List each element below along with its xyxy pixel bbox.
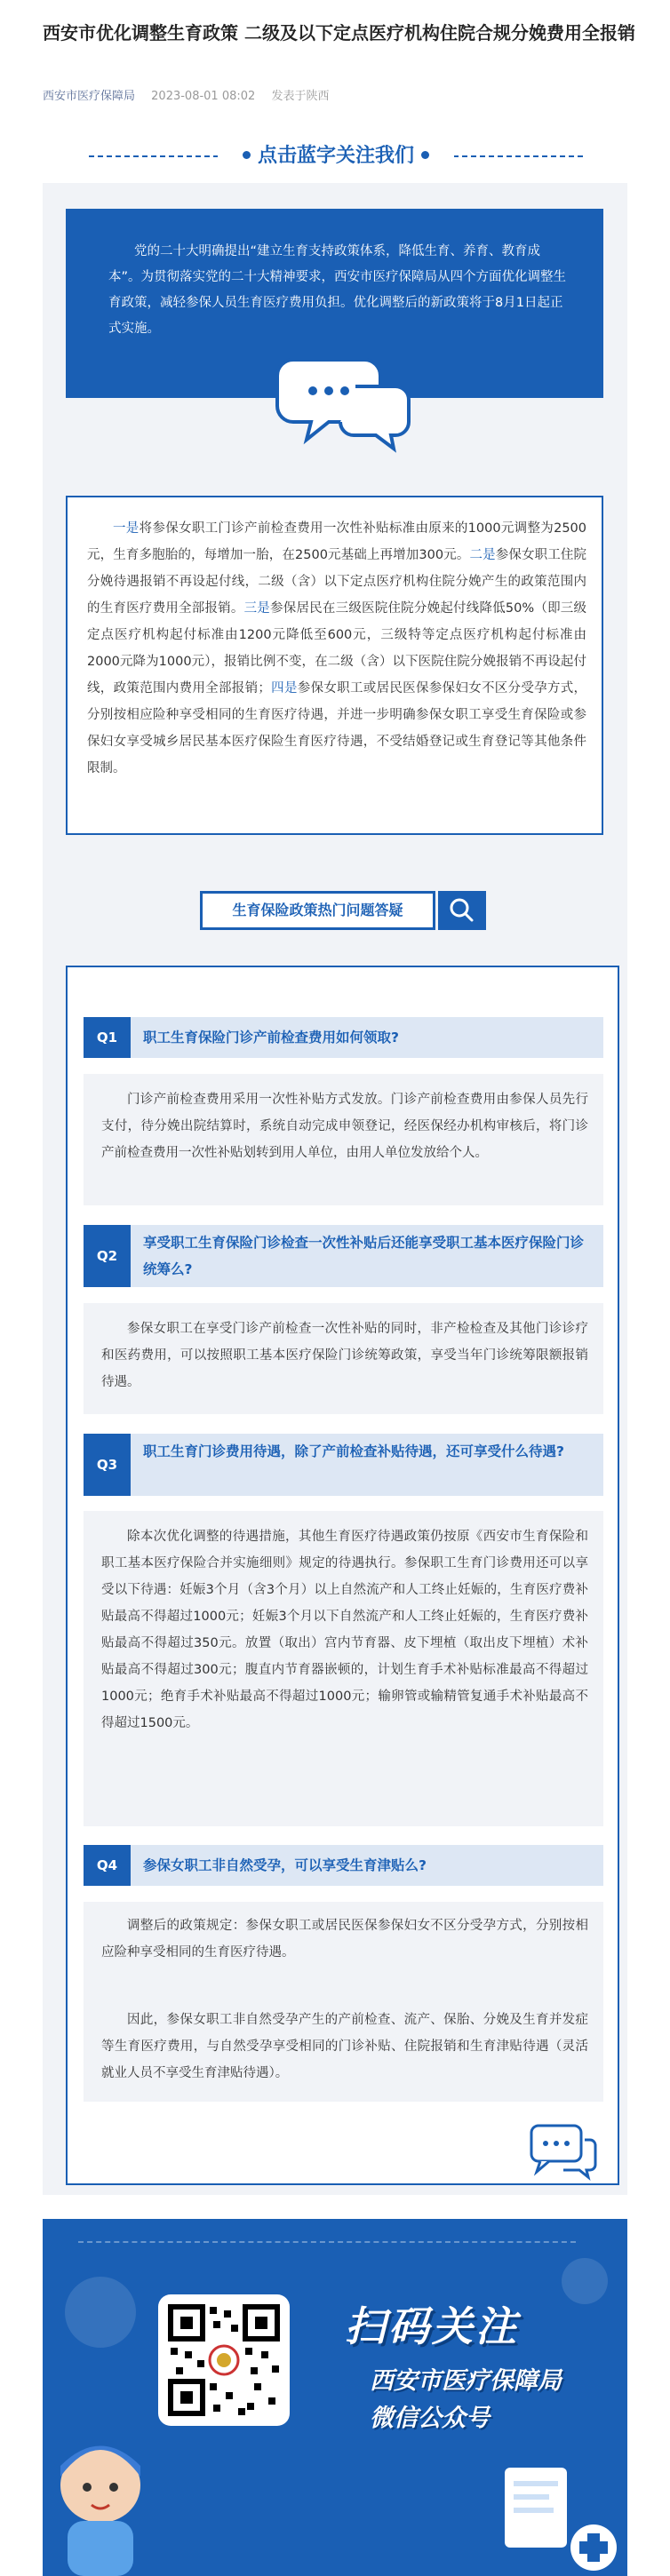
org-name: 西安市医疗保障局 bbox=[370, 2367, 562, 2395]
policy-item-3: 参保居民在三级医院住院分娩起付线降低50%（即三级定点医疗机构起付标准由1200元降低至600元，三级特等定点医疗机构起付标准由2000元降为1000元），报销比例不变，在二级（含）以下医院住院分娩报销不再设起付线，政策范围内费用全部报销； bbox=[87, 601, 587, 696]
question-text: 职工生育保险门诊产前检查费用如何领取? bbox=[143, 1030, 399, 1046]
question-text: 享受职工生育保险门诊检查一次性补贴后还能享受职工基本医疗保险门诊统筹么? bbox=[143, 1235, 585, 1277]
answer-text: 参保女职工在享受门诊产前检查一次性补贴的同时，非产检检查及其他门诊诊疗和医药费用，可以按照职工基本医疗保险门诊统筹政策，享受当年门诊统筹限额报销待遇。 bbox=[101, 1322, 588, 1389]
qr-code-icon bbox=[158, 2294, 290, 2426]
chat-icon bbox=[528, 2122, 599, 2181]
policy-item-4: 参保女职工或居民医保参保妇女不区分受孕方式，分别按相应险种享受相同的生育医疗待遇，并进一步明确参保女职工享受生育保险或参保妇女享受城乡居民基本医疗保险生育医疗待遇，不受结婚登记或生育登记等其他条件限制。 bbox=[87, 681, 587, 775]
question-tag: Q4 bbox=[84, 1845, 131, 1886]
policy-item-1: 将参保女职工门诊产前检查费用一次性补贴标准由原来的1000元调整为2500元，生育多胞胎的，每增加一胎，在2500元基础上再增加300元。 bbox=[87, 521, 586, 562]
faq-answer bbox=[84, 1074, 603, 1205]
dot-icon bbox=[243, 151, 251, 159]
answer-text: 除本次优化调整的待遇措施，其他生育医疗待遇政策仍按原《西安市生育保险和职工基本医疗保险合并实施细则》规定的待遇执行。参保职工生育门诊费用还可以享受以下待遇：妊娠3个月（含3个月）以上自然流产和人工终止妊娠的，生育医疗费补贴最高不得超过1000元；妊娠3个月以下自然流产和人工终止妊娠的，生育医疗费补贴最高不得超过350元。放置（取出）宫内节育器、皮下埋植（取出皮下埋植）术补贴最高不得超过300元；腹直内节育器嵌顿的，计划生育手术补贴标准最高不得超过1000元；绝育手术补贴最高不得超过1000元；输卵管或输精管复通手术补贴最高不得超过1500元。 bbox=[101, 1530, 588, 1730]
policy-text bbox=[87, 515, 586, 782]
article-title: 西安市优化调整生育政策 二级及以下定点医疗机构住院合规分娩费用全报销 bbox=[43, 22, 635, 44]
chat-bubble-icon bbox=[275, 351, 418, 457]
policy-box bbox=[66, 496, 603, 835]
dot-icon bbox=[421, 151, 429, 159]
faq-question bbox=[84, 1017, 603, 1058]
question-text: 参保女职工非自然受孕，可以享受生育津贴么? bbox=[143, 1857, 427, 1873]
article-source-link[interactable]: 西安市医疗保障局 bbox=[43, 90, 136, 103]
follow-text: 点击蓝字关注我们 bbox=[257, 145, 414, 167]
medical-scene-icon bbox=[487, 2459, 620, 2576]
faq-header-label: 生育保险政策热门问题答疑 bbox=[200, 891, 435, 930]
faq-answer bbox=[84, 1511, 603, 1826]
follow-banner[interactable] bbox=[89, 143, 583, 170]
question-tag: Q1 bbox=[84, 1017, 131, 1058]
question-text: 职工生育门诊费用待遇，除了产前检查补贴待遇，还可享受什么待遇? bbox=[143, 1443, 564, 1459]
policy-key-3: 三是 bbox=[243, 601, 271, 616]
intro-text: 党的二十大明确提出“建立生育支持政策体系，降低生育、养育、教育成本”。为贯彻落实党的二十大精神要求，西安市医疗保障局从四个方面优化调整生育政策，减轻参保人员生育医疗费用负担。优化调整后的新政策将于8月1日起正式实施。 bbox=[108, 244, 567, 336]
faq-question bbox=[84, 1845, 603, 1886]
faq-question bbox=[84, 1225, 603, 1287]
policy-key-2: 二是 bbox=[469, 548, 496, 562]
faq-answer bbox=[84, 1303, 603, 1414]
answer-text: 因此，参保女职工非自然受孕产生的产前检查、流产、保胎、分娩及生育并发症等生育医疗费用，与自然受孕享受相同的门诊补贴、住院报销和生育津贴待遇（灵活就业人员不享受生育津贴待遇）。 bbox=[101, 2013, 588, 2080]
faq-answer bbox=[84, 1902, 603, 2102]
question-tag: Q2 bbox=[84, 1225, 131, 1287]
wechat-account-label: 微信公众号 bbox=[370, 2405, 490, 2432]
banner-divider bbox=[78, 2241, 576, 2243]
article-time: 2023-08-01 08:02 bbox=[151, 90, 256, 103]
qr-code[interactable] bbox=[158, 2294, 290, 2426]
answer-text: 门诊产前检查费用采用一次性补贴方式发放。门诊产前检查费用由参保人员先行支付，待分娩出院结算时，系统自动完成申领登记，经医保经办机构审核后，将门诊产前检查费用一次性补贴划转到用人单位，由用人单位发放给个人。 bbox=[101, 1093, 588, 1160]
search-icon bbox=[438, 891, 486, 930]
policy-key-1: 一是 bbox=[113, 521, 140, 536]
decor-circle-icon bbox=[558, 2254, 611, 2308]
question-tag: Q3 bbox=[84, 1434, 131, 1496]
article-location: 发表于陕西 bbox=[271, 90, 330, 103]
policy-item-2: 参保女职工住院分娩待遇报销不再设起付线，二级（含）以下定点医疗机构住院分娩产生的政策范围内的生育医疗费用全部报销。 bbox=[87, 548, 587, 616]
qr-banner bbox=[43, 2219, 627, 2576]
decor-circle-icon bbox=[60, 2272, 140, 2352]
mascot-icon bbox=[43, 2423, 158, 2576]
answer-text: 调整后的政策规定：参保女职工或居民医保参保妇女不区分受孕方式，分别按相应险种享受相同的生育医疗待遇。 bbox=[101, 1919, 588, 1960]
scan-follow-text: 扫码关注 bbox=[345, 2302, 519, 2350]
faq-box bbox=[66, 966, 619, 2185]
policy-key-4: 四是 bbox=[270, 681, 298, 696]
faq-header bbox=[200, 891, 486, 930]
follow-label-wrap bbox=[218, 141, 454, 171]
article-meta bbox=[43, 86, 329, 103]
faq-question bbox=[84, 1434, 603, 1496]
